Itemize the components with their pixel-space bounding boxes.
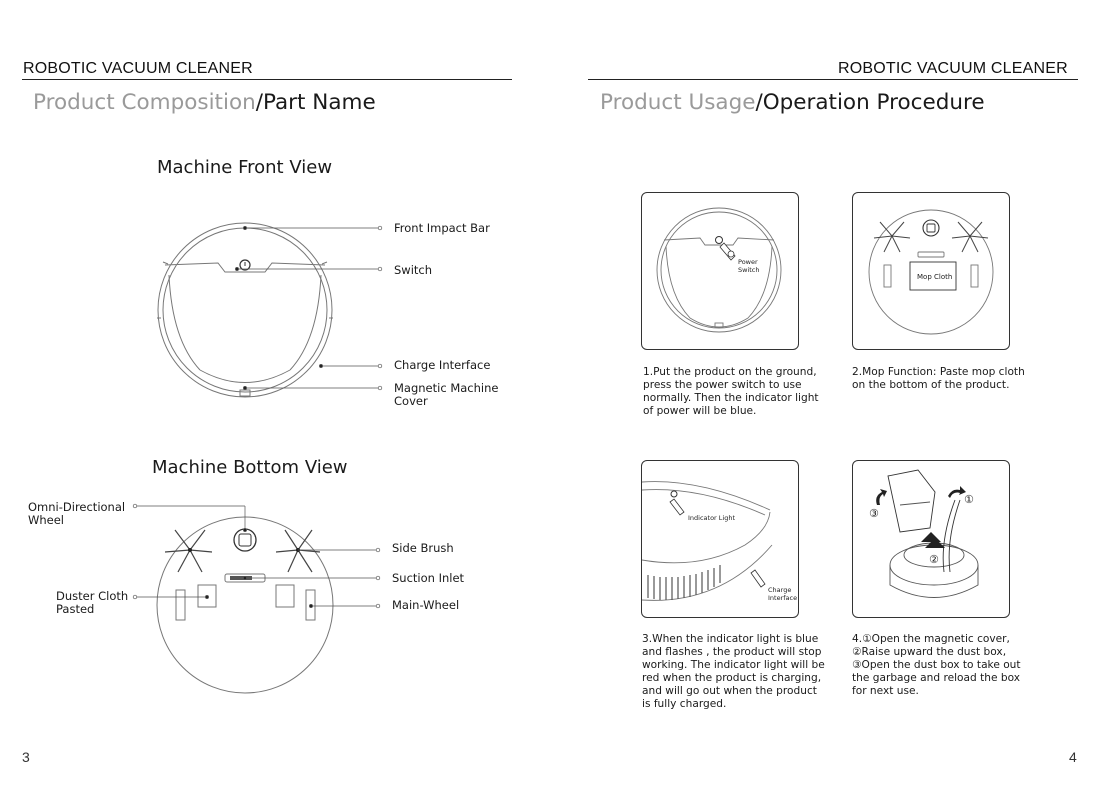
label-side-brush: Side Brush (392, 541, 454, 555)
right-page-number: 4 (1069, 749, 1077, 765)
right-page-header: ROBOTIC VACUUM CLEANER (838, 60, 1068, 77)
left-page-header: ROBOTIC VACUUM CLEANER (23, 60, 253, 77)
label-charge-interface: Charge Interface (394, 358, 491, 372)
label-step4-num2: ② (929, 553, 939, 566)
step4-text: 4.①Open the magnetic cover, ②Raise upward the dust box, ③Open the dust box to take out the garbage and reload the box for next use. (852, 633, 1021, 697)
label-step4-num3: ③ (869, 507, 879, 520)
label-front-impact-bar: Front Impact Bar (394, 221, 490, 235)
step2-text: 2.Mop Function: Paste mop cloth on the bottom of the product. (852, 366, 1025, 391)
label-charge-interface-step3: Charge Interface (768, 586, 798, 602)
label-suction-inlet: Suction Inlet (392, 571, 465, 585)
left-page-number: 3 (22, 749, 30, 765)
label-switch: Switch (394, 263, 433, 277)
label-duster-cloth: Duster Cloth Pasted (56, 589, 129, 616)
left-title-grey: Product Composition (33, 90, 256, 115)
label-indicator-light: Indicator Light (688, 514, 736, 522)
label-main-wheel: Main-Wheel (392, 598, 460, 612)
label-step4-num1: ① (964, 493, 974, 506)
right-title-grey: Product Usage (600, 90, 756, 115)
left-title-dark: /Part Name (255, 90, 376, 115)
step3-text: 3.When the indicator light is blue and flashes , the product will stop working. The indicator light will be red when the product is charging, and will go out when the product is fully charged. (642, 633, 825, 710)
front-view-title: Machine Front View (157, 157, 333, 178)
label-mop-cloth: Mop Cloth (917, 273, 953, 281)
right-title-dark: /Operation Procedure (755, 90, 985, 115)
step1-text: 1.Put the product on the ground, press the power switch to use normally. Then the indicator light of power will be blue. (643, 366, 819, 417)
bottom-view-title: Machine Bottom View (152, 457, 348, 478)
label-power-switch: Power Switch (738, 258, 760, 274)
label-omni-wheel: Omni-Directional Wheel (28, 500, 126, 527)
label-magnetic-cover: Magnetic Machine Cover (394, 381, 499, 408)
